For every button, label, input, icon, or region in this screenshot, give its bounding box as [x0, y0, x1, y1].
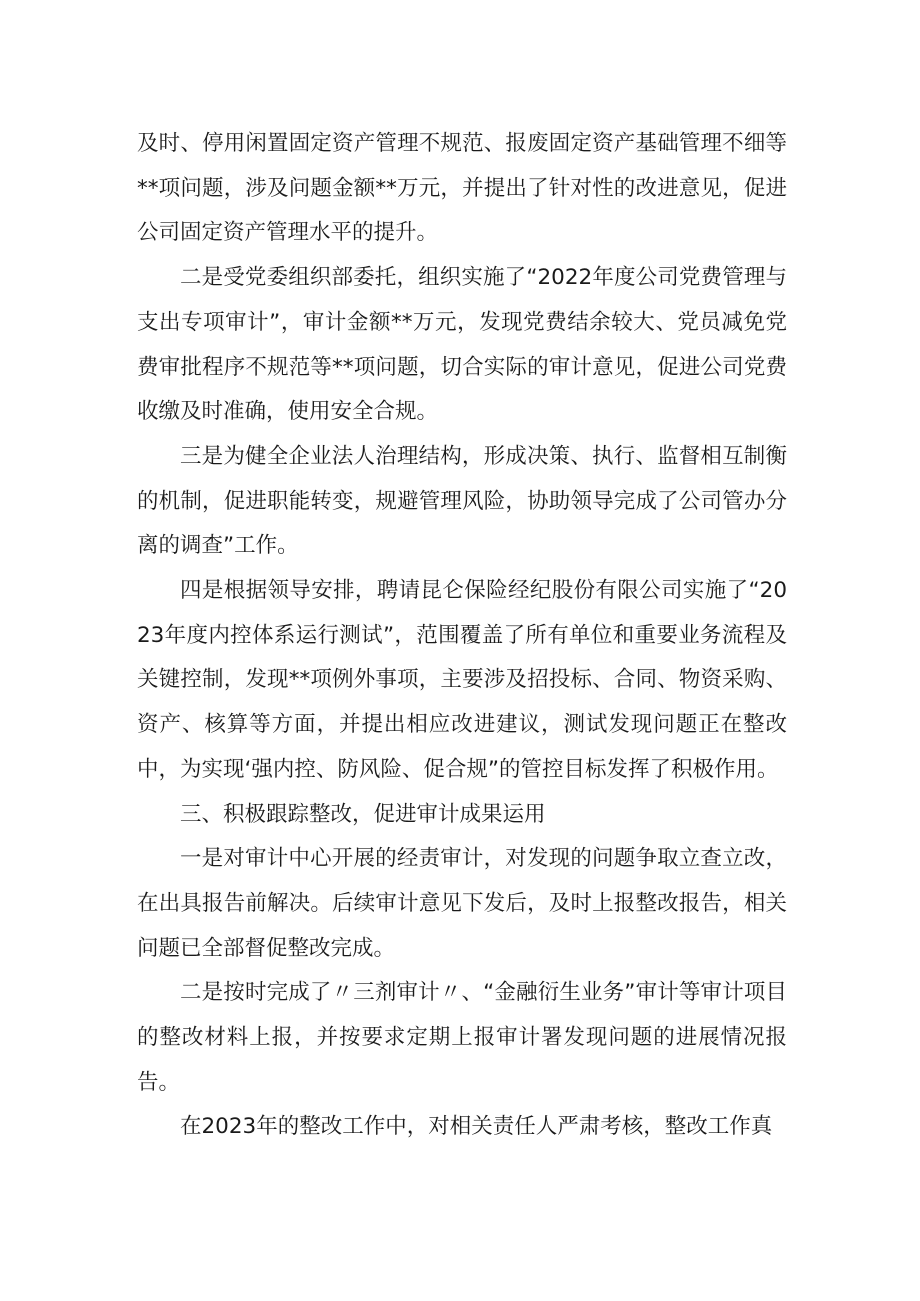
section-heading-rectification: 三、积极跟踪整改，促进审计成果运用	[180, 801, 546, 827]
paragraph-rectification-reporting: 二是按时完成了〃三剂审计〃、“金融衍生业务”审计等审计项目的整改材料上报，并按要求定期上报审计署发现问题的进展情况报告。	[137, 980, 787, 1095]
paragraph-economic-responsibility-audit: 一是对审计中心开展的经责审计，对发现的问题争取立查立改，在出具报告前解决。后续审计意见下发后，及时上报整改报告，相关问题已全部督促整改完成。	[137, 846, 787, 961]
paragraph-fixed-assets-continuation: 及时、停用闲置固定资产管理不规范、报废固定资产基础管理不细等**项问题，涉及问题金额**万元，并提出了针对性的改进意见，促进公司固定资产管理水平的提升。	[137, 131, 787, 246]
paragraph-internal-control-test: 四是根据领导安排，聘请昆仑保险经纪股份有限公司实施了“2023年度内控体系运行测试”，范围覆盖了所有单位和重要业务流程及关键控制，发现**项例外事项，主要涉及招投标、合同、物资采购、资产、核算等方面，并提出相应改进建议，测试发现问题正在整改中，为实现‘强内控、防风险、促合规”的管控目标发挥了积极作用。	[137, 578, 787, 782]
paragraph-party-fee-audit: 二是受党委组织部委托，组织实施了“2022年度公司党费管理与支出专项审计”，审计金额**万元，发现党费结余较大、党员减免党费审批程序不规范等**项问题，切合实际的审计意见，促进公司党费收缴及时准确，使用安全合规。	[137, 265, 787, 425]
document-body	[137, 122, 787, 1150]
paragraph-rectification-2023: 在2023年的整改工作中，对相关责任人严肃考核，整改工作真	[180, 1114, 773, 1140]
paragraph-governance-investigation: 三是为健全企业法人治理结构，形成决策、执行、监督相互制衡的机制，促进职能转变，规避管理风险，协助领导完成了公司管办分离的调查”工作。	[137, 443, 787, 559]
